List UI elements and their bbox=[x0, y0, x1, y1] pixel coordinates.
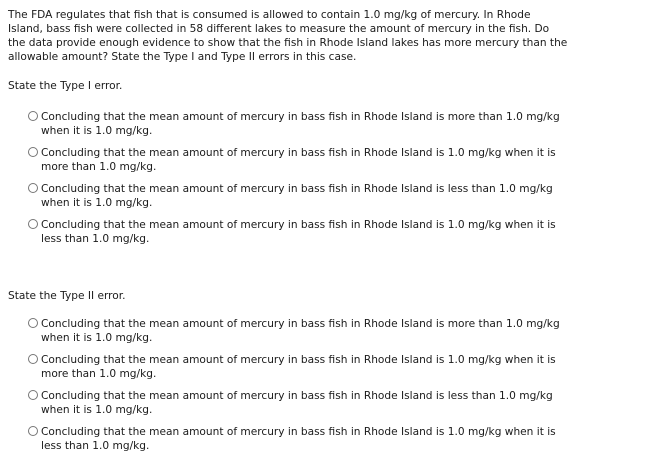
radio-button-icon[interactable] bbox=[28, 219, 38, 229]
option-label: Concluding that the mean amount of mercury in bass fish in Rhode Island is 1.0 mg/kg when it is more than 1.0 mg/kg. bbox=[41, 354, 556, 380]
radio-button-icon[interactable] bbox=[28, 147, 38, 157]
type-2-option-d[interactable] bbox=[28, 425, 573, 453]
radio-button-icon[interactable] bbox=[28, 111, 38, 121]
type-1-option-b[interactable] bbox=[28, 146, 573, 174]
type-2-option-c[interactable] bbox=[28, 389, 573, 417]
question-text: The FDA regulates that fish that is consumed is allowed to contain 1.0 mg/kg of mercury. In Rhode Island, bass fish were collected in 58 different lakes to measure the amount of mercury in the fish. Do the data provide enough evidence to show that the fish in Rhode Island lakes has more mercury than the allowable amount? State the Type I and Type II errors in this case. bbox=[8, 9, 568, 63]
option-label: Concluding that the mean amount of mercury in bass fish in Rhode Island is 1.0 mg/kg when it is less than 1.0 mg/kg. bbox=[41, 219, 556, 245]
radio-button-icon[interactable] bbox=[28, 183, 38, 193]
type-2-prompt: State the Type II error. bbox=[8, 290, 126, 302]
type-1-prompt: State the Type I error. bbox=[8, 80, 123, 92]
section-spacer bbox=[8, 254, 638, 289]
radio-button-icon[interactable] bbox=[28, 354, 38, 364]
option-label: Concluding that the mean amount of mercury in bass fish in Rhode Island is less than 1.0 mg/kg when it is 1.0 mg/kg. bbox=[41, 183, 553, 209]
question-page bbox=[8, 8, 638, 461]
radio-button-icon[interactable] bbox=[28, 426, 38, 436]
option-label: Concluding that the mean amount of mercury in bass fish in Rhode Island is less than 1.0 mg/kg when it is 1.0 mg/kg. bbox=[41, 390, 553, 416]
option-label: Concluding that the mean amount of mercury in bass fish in Rhode Island is more than 1.0 mg/kg when it is 1.0 mg/kg. bbox=[41, 318, 560, 344]
type-2-options bbox=[28, 317, 638, 453]
radio-button-icon[interactable] bbox=[28, 318, 38, 328]
radio-button-icon[interactable] bbox=[28, 390, 38, 400]
option-label: Concluding that the mean amount of mercury in bass fish in Rhode Island is 1.0 mg/kg when it is more than 1.0 mg/kg. bbox=[41, 147, 556, 173]
type-1-option-d[interactable] bbox=[28, 218, 573, 246]
type-1-options bbox=[28, 110, 638, 246]
type-2-option-b[interactable] bbox=[28, 353, 573, 381]
type-2-option-a[interactable] bbox=[28, 317, 573, 345]
type-1-option-c[interactable] bbox=[28, 182, 573, 210]
type-1-option-a[interactable] bbox=[28, 110, 573, 138]
option-label: Concluding that the mean amount of mercury in bass fish in Rhode Island is more than 1.0 mg/kg when it is 1.0 mg/kg. bbox=[41, 111, 560, 137]
option-label: Concluding that the mean amount of mercury in bass fish in Rhode Island is 1.0 mg/kg when it is less than 1.0 mg/kg. bbox=[41, 426, 556, 452]
